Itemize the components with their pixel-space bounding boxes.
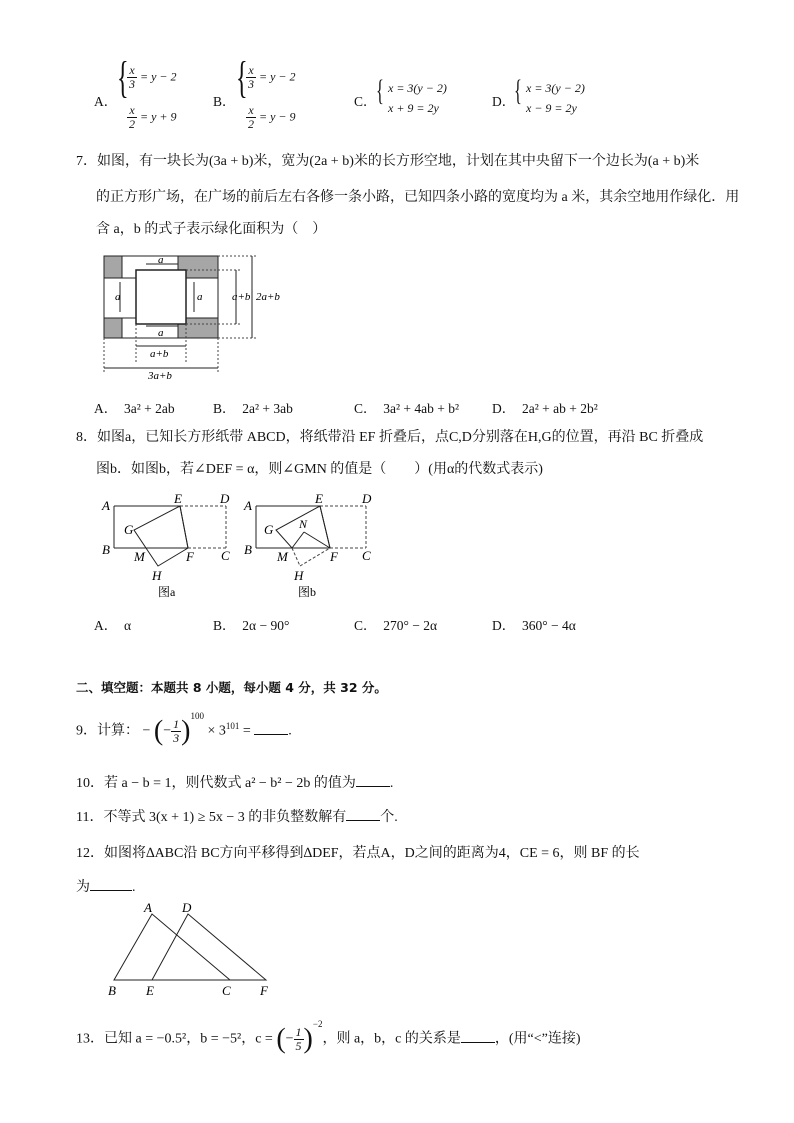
q9-den: 3 — [173, 730, 180, 745]
q12-line-2 — [76, 876, 136, 898]
q9-num: 1 — [173, 716, 180, 731]
q8-option-b: B． 2α − 90° — [213, 618, 290, 633]
q13-paren-close: ) — [303, 1023, 313, 1055]
q8-option-d: D． 360° − 4α — [492, 618, 576, 633]
q6-option-c-brace: { — [376, 74, 384, 107]
q12-label-b: B — [108, 983, 116, 998]
q6-option-b-eq2: $\frac{x}{2}$ = y − 9 — [248, 103, 296, 131]
q10-answer-blank[interactable] — [356, 772, 390, 787]
q8a-label-b: B — [102, 542, 110, 557]
q9-paren-open: ( — [153, 715, 164, 747]
q8b-label-c: C — [362, 548, 371, 563]
q6-option-c-letter: C． — [354, 94, 377, 109]
q8b-seg-mn — [292, 532, 304, 548]
q9-minus: − — [142, 723, 151, 739]
q12-end: . — [132, 880, 136, 895]
q7-option-d: D． 2a² + ab + 2b² — [492, 401, 598, 416]
q12-answer-blank[interactable] — [90, 876, 132, 891]
q6-option-a-brace: { — [117, 53, 129, 102]
q8b-label-d: D — [362, 491, 372, 506]
q8-line-1: 8．如图a，已知长方形纸带 ABCD，将纸带沿 EF 折叠后，点C,D分别落在H,G的位置，再沿 BC 折叠成 — [76, 430, 704, 445]
q8b-label-m: M — [277, 549, 288, 564]
q12-label-a: A — [144, 900, 152, 915]
q7-option-c: C． 3a² + 4ab + b² — [354, 401, 460, 416]
q8b-seg-hf — [300, 548, 330, 566]
q9-exp2: 101 — [225, 721, 240, 731]
q8a-fold-ef — [180, 506, 188, 548]
q8-figures — [96, 488, 396, 604]
q7-option-a: A． 3a² + 2ab — [94, 401, 175, 416]
q12-line-1: 12．如图将∆ABC沿 BC方向平移得到∆DEF，若点A，D之间的距离为4，CE = 6，则 BF 的长 — [76, 846, 640, 861]
q7-label-a-left: a — [115, 291, 121, 303]
q8b-seg-nf — [304, 532, 330, 548]
q9 — [76, 711, 292, 747]
q7-label-3apb: 3a+b — [148, 370, 172, 380]
q9-end: . — [288, 723, 292, 739]
q11-end: 个. — [380, 810, 398, 825]
q9-equals: = — [242, 723, 251, 739]
q7-label-a-top: a — [158, 254, 164, 266]
q6-option-a-eq2: $\frac{x}{2}$ = y + 9 — [129, 103, 177, 131]
q8b-label-b: B — [244, 542, 252, 557]
q11-answer-blank[interactable] — [346, 806, 380, 821]
q6-option-c-eq1: x = 3(y − 2) — [388, 81, 447, 95]
q13-paren-open: ( — [276, 1023, 286, 1055]
q12-triangle-abc — [114, 914, 230, 980]
q8b-label-g: G — [264, 522, 274, 537]
q12-label-f: F — [260, 983, 268, 998]
q6-option-a-eq1: $\frac{x}{3}$ = y − 2 — [129, 63, 177, 91]
q9-answer-blank[interactable] — [254, 720, 288, 735]
q6-option-b-eq1: $\frac{x}{3}$ = y − 2 — [248, 63, 296, 91]
q8a-label-g: G — [124, 522, 134, 537]
q8-option-c: C． 270° − 2α — [354, 618, 438, 633]
q11-text: 11．不等式 3(x + 1) ≥ 5x − 3 的非负整数解有 — [76, 810, 347, 825]
q13-end: ，(用“<”连接) — [494, 1031, 581, 1047]
q7-center-square — [136, 270, 186, 324]
q8b-label-h: H — [294, 568, 304, 583]
q8-option-a: A． α — [94, 618, 132, 633]
q8b-label-e: E — [315, 491, 323, 506]
q9-paren-close: ) — [181, 715, 191, 747]
q6-option-b-letter: B． — [213, 94, 236, 109]
q6-option-b-brace: { — [236, 53, 248, 102]
q8b-label-a: A — [244, 498, 252, 513]
q8a-label-d: D — [220, 491, 230, 506]
q13-den: 5 — [295, 1038, 302, 1053]
q8a-label-e: E — [174, 491, 182, 506]
q13-suffix: ，则 a，b，c 的关系是 — [322, 1031, 461, 1047]
q13-answer-blank[interactable] — [461, 1028, 495, 1043]
section-2-title: 二、填空题：本题共 8 小题，每小题 4 分，共 32 分。 — [76, 680, 387, 695]
q13-exp: −2 — [312, 1019, 323, 1029]
q12-figure — [100, 900, 280, 1000]
q8b-fold-ef — [320, 506, 330, 548]
q8b-label-f: F — [330, 549, 338, 564]
q7-label-a-right: a — [197, 291, 203, 303]
q13-num: 1 — [295, 1024, 302, 1039]
q10-end: . — [389, 776, 394, 791]
q12-label-c: C — [222, 983, 231, 998]
q8a-caption: 图a — [158, 585, 176, 599]
q8a-label-f: F — [186, 549, 194, 564]
q13 — [76, 1019, 581, 1055]
q6-option-d-eq2: x − 9 = 2y — [526, 101, 577, 115]
q6-option-c-eq2: x + 9 = 2y — [388, 101, 439, 115]
q7-label-2apb: 2a+b — [256, 291, 280, 303]
q6-option-d-letter: D． — [492, 94, 516, 109]
q7-option-b: B． 2a² + 3ab — [213, 401, 293, 416]
q10-text: 10．若 a − b = 1，则代数式 a² − b² − 2b 的值为 — [76, 776, 356, 791]
q9-times: × 3 — [207, 723, 226, 739]
q7-line-2: 的正方形广场，在广场的前后左右各修一条小路，已知四条小路的宽度均为 a 米，其余空地用作绿化．用 — [96, 190, 740, 205]
q9-exp: 100 — [190, 711, 204, 721]
q10 — [76, 772, 393, 794]
q8a-label-h: H — [152, 568, 162, 583]
q13-minus: − — [285, 1031, 294, 1047]
q8a-label-m: M — [134, 549, 145, 564]
q7-line-1: 7．如图，有一块长为(3a + b)米，宽为(2a + b)米的长方形空地，计划在其中央留下一个边长为(a + b)米 — [76, 154, 700, 169]
q9-inner-minus: − — [163, 723, 172, 739]
q6-option-d-eq1: x = 3(y − 2) — [526, 81, 585, 95]
q8a-label-c: C — [221, 548, 230, 563]
q8-figure-b — [243, 491, 372, 599]
q12-triangle-def — [152, 914, 266, 980]
q12-label-d: D — [182, 900, 192, 915]
q8b-caption: 图b — [298, 585, 317, 599]
q11 — [76, 806, 398, 828]
q7-label-apb-right: a+b — [232, 291, 251, 303]
q12-label-e: E — [146, 983, 154, 998]
q8-line-2: 图b．如图b，若∠DEF = α，则∠GMN 的值是（ ）(用α的代数式表示) — [96, 462, 543, 477]
q12-prefix: 为 — [76, 880, 90, 895]
q7-line-3: 含 a，b 的式子表示绿化面积为（ ） — [96, 222, 327, 237]
q7-figure — [96, 250, 306, 380]
q9-prefix: 9．计算： — [76, 723, 139, 739]
q8a-label-a: A — [102, 498, 110, 513]
q6-option-a-letter: A． — [94, 94, 118, 109]
q13-prefix: 13．已知 a = −0.5²，b = −5²，c = — [76, 1031, 273, 1047]
q8b-seg-mh — [292, 548, 300, 566]
q8b-label-n: N — [299, 517, 308, 531]
q6-option-d-brace: { — [514, 74, 522, 107]
q7-label-a-bottom: a — [158, 327, 164, 339]
q7-label-apb-bottom: a+b — [150, 348, 169, 360]
q8-figure-a — [101, 491, 230, 599]
